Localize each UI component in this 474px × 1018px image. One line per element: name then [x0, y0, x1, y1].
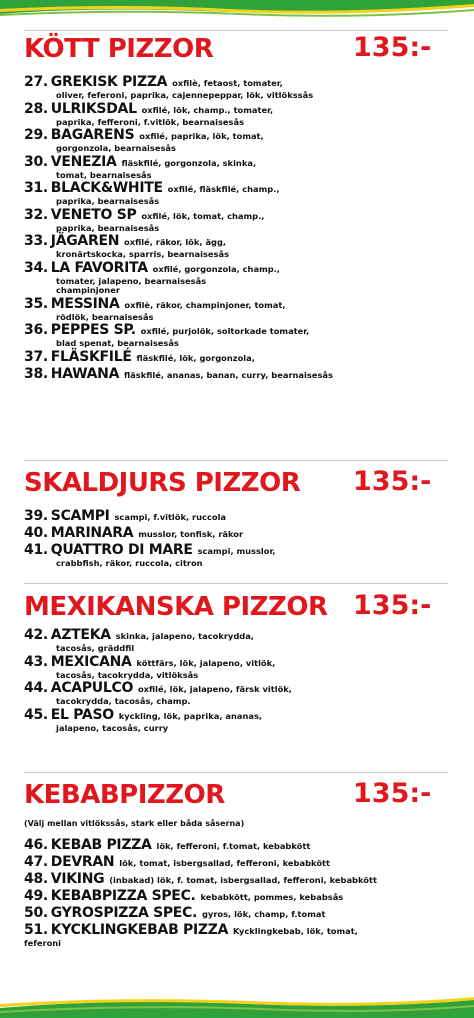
- menu-item-line: [24, 906, 458, 922]
- menu-item-line: [24, 889, 458, 905]
- section-header: [0, 30, 474, 72]
- item-ingredients: gyros, lök, champ, f.tomat: [201, 909, 326, 919]
- section-price: 135:-: [353, 32, 432, 63]
- menu-item-line: [24, 208, 458, 224]
- item-ingredients-continued: oliver, feferoni, paprika, cajennepeppar, lök, vitlökssås: [56, 90, 314, 100]
- menu-item: [0, 297, 474, 323]
- menu-item: [0, 75, 474, 101]
- menu-item-line: [24, 872, 458, 888]
- item-name: ULRIKSDAL: [50, 100, 137, 117]
- section-title: MEXIKANSKA PIZZOR: [24, 592, 328, 622]
- item-number: 34.: [24, 259, 48, 276]
- menu-item: [0, 102, 474, 128]
- item-number: 40.: [24, 525, 48, 541]
- item-number: 45.: [24, 706, 48, 723]
- menu-item: [0, 509, 474, 525]
- item-ingredients-continued: tacosås, gräddfil: [56, 643, 135, 653]
- item-name: HAWANA: [50, 365, 120, 382]
- item-name: BAGARENS: [50, 127, 135, 143]
- section-title: KÖTT PIZZOR: [24, 34, 214, 64]
- menu-item-line: [24, 509, 458, 525]
- menu-list: [0, 509, 474, 569]
- item-name: QUATTRO DI MARE: [50, 542, 193, 558]
- item-number: 37.: [24, 348, 48, 365]
- section-header: [0, 460, 474, 502]
- menu-item-line: [24, 367, 458, 383]
- item-name: ACAPULCO: [50, 680, 134, 696]
- item-ingredients: oxfilé, paprika, lök, tomat,: [139, 131, 264, 141]
- item-ingredients-continued: rödlök, bearnaisesås: [56, 311, 154, 322]
- menu-item: [0, 681, 474, 707]
- menu-item: [0, 543, 474, 569]
- item-ingredients-continued: gorgonzola, bearnaisesås: [56, 143, 176, 153]
- menu-item-line: [24, 234, 458, 250]
- item-number: 30.: [24, 153, 48, 170]
- item-name: PEPPES SP.: [50, 322, 136, 338]
- menu-item: [0, 367, 474, 383]
- item-ingredients: oxfilè, räkor, champinjoner, tomat,: [124, 299, 286, 310]
- item-ingredients: oxfilé, gorgonzola, champ.,: [152, 263, 280, 274]
- item-ingredients-continued: feferoni: [24, 938, 62, 948]
- menu-item: [0, 708, 474, 734]
- menu-item-line: [24, 181, 458, 197]
- section-kebabpizzor: [0, 772, 474, 950]
- menu-item-line: [24, 923, 458, 939]
- item-ingredients: oxfilé, lök, tomat, champ.,: [141, 210, 265, 221]
- menu-item-line: [24, 75, 458, 91]
- menu-item-line: [24, 102, 458, 118]
- menu-item: [0, 872, 474, 888]
- item-name: VIKING: [50, 871, 105, 887]
- item-name: AZTEKA: [50, 627, 111, 643]
- item-ingredients-continued: tomat, bearnaisesås: [56, 169, 152, 180]
- menu-item-line: [24, 543, 458, 559]
- item-number: 29.: [24, 127, 48, 143]
- section-mexikanska-pizzor: [0, 583, 474, 734]
- top-decorative-band: [0, 0, 474, 22]
- item-name: FLÄSKFILÉ: [50, 348, 132, 365]
- menu-item: [0, 923, 474, 949]
- section-title: KEBABPIZZOR: [24, 780, 225, 810]
- menu-list: [0, 838, 474, 949]
- item-number: 39.: [24, 508, 48, 524]
- item-name: KYCKLINGKEBAB PIZZA: [50, 922, 229, 938]
- item-number: 35.: [24, 295, 48, 312]
- section-title: SKALDJURS PIZZOR: [24, 468, 301, 498]
- item-ingredients-continued: paprika, fefferoni, f.vitlök, bearnaisesås: [56, 116, 245, 127]
- menu-item: [0, 526, 474, 542]
- menu-list: [0, 628, 474, 733]
- bottom-decorative-band: [0, 996, 474, 1018]
- menu-item-line: [24, 838, 458, 854]
- item-ingredients-continued: blad spenat, bearnaisesås: [56, 338, 179, 348]
- item-name: DEVRAN: [50, 854, 115, 870]
- section-price: 135:-: [353, 778, 432, 809]
- item-ingredients-continued: kronärtskocka, sparris, bearnaisesås: [56, 249, 230, 259]
- item-ingredients: kebabkött, pommes, kebabsås: [200, 892, 344, 902]
- section-kott-pizzor: [0, 30, 474, 384]
- item-number: 50.: [24, 905, 48, 921]
- item-ingredients: Kycklingkebab, lök, tomat,: [233, 926, 358, 936]
- item-ingredients-continued: tacokrydda, tacosås, champ.: [56, 696, 191, 706]
- item-name: KEBAB PIZZA: [50, 837, 152, 853]
- item-ingredients: (inbakad) lök, f. tomat, isbergsallad, fefferoni, kebabkött: [109, 875, 377, 885]
- item-ingredients: fläskfilé, lök, gorgonzola,: [136, 352, 255, 363]
- menu-list: [0, 75, 474, 383]
- item-ingredients: oxfilé, lök, champ., tomater,: [141, 104, 274, 115]
- item-number: 36.: [24, 322, 48, 338]
- item-ingredients: fläskfilé, gorgonzola, skinka,: [121, 157, 257, 168]
- item-name: MESSINA: [50, 295, 120, 312]
- menu-item-line: [24, 128, 458, 144]
- menu-item: [0, 855, 474, 871]
- item-ingredients-continued: paprika, bearnaisesås: [56, 222, 160, 233]
- section-price: 135:-: [353, 590, 432, 621]
- menu-item-line: [24, 681, 458, 697]
- item-number: 48.: [24, 871, 48, 887]
- section-header: [0, 583, 474, 625]
- menu-item-line: [24, 708, 458, 724]
- item-ingredients: köttfärs, lök, jalapeno, vitlök,: [136, 657, 276, 668]
- item-number: 28.: [24, 100, 48, 117]
- item-ingredients: oxfilè, fetaost, tomater,: [172, 78, 283, 88]
- item-number: 38.: [24, 365, 48, 382]
- item-ingredients: scampi, musslor,: [197, 546, 276, 556]
- item-ingredients: oxfilé, lök, jalapeno, färsk vitlök,: [137, 684, 292, 694]
- menu-item: [0, 261, 474, 296]
- item-number: 47.: [24, 854, 48, 870]
- item-ingredients: kyckling, lök, paprika, ananas,: [118, 710, 263, 721]
- item-name: GYROSPIZZA SPEC.: [50, 905, 198, 921]
- menu-item: [0, 350, 474, 366]
- item-number: 41.: [24, 542, 48, 558]
- menu-item-line: [24, 526, 458, 542]
- item-name: BLACK&WHITE: [50, 180, 163, 196]
- section-skaldjurs-pizzor: [0, 460, 474, 570]
- item-ingredients: oxfilé, purjolök, soltorkade tomater,: [140, 326, 310, 336]
- menu-item: [0, 655, 474, 681]
- item-ingredients-continued: crabbfish, räkor, ruccola, citron: [56, 558, 203, 568]
- item-name: SCAMPI: [50, 508, 110, 524]
- item-ingredients-continued: tacosås, tacokrydda, vitlöksås: [56, 669, 199, 680]
- item-number: 32.: [24, 206, 48, 223]
- menu-item: [0, 208, 474, 234]
- item-name: LA FAVORITA: [50, 259, 148, 276]
- item-ingredients: scampi, f.vitlök, ruccola: [114, 512, 227, 522]
- item-ingredients-continued: tomater, jalapeno, bearnaisesås champinjoner: [56, 275, 207, 295]
- item-name: EL PASO: [50, 706, 114, 723]
- menu-item: [0, 323, 474, 349]
- menu-item: [0, 889, 474, 905]
- item-name: JÄGAREN: [50, 233, 120, 249]
- item-name: MEXICANA: [50, 653, 132, 670]
- item-ingredients: lök, tomat, isbergsallad, fefferoni, kebabkött: [119, 858, 330, 868]
- menu-item-line: [24, 155, 458, 171]
- item-number: 27.: [24, 74, 48, 90]
- menu-item: [0, 128, 474, 154]
- menu-item-line: [24, 655, 458, 671]
- section-header: [0, 772, 474, 814]
- menu-item: [0, 181, 474, 207]
- item-ingredients: musslor, tonfisk, räkor: [138, 529, 244, 539]
- menu-item-line: [24, 855, 458, 871]
- item-number: 44.: [24, 680, 48, 696]
- item-name: GREKISK PIZZA: [50, 74, 168, 90]
- menu-item-line: [24, 261, 458, 277]
- item-name: VENETO SP: [50, 206, 137, 223]
- item-ingredients: oxfilé, räkor, lök, ägg,: [124, 237, 227, 247]
- menu-item-line: [24, 350, 458, 366]
- item-number: 43.: [24, 653, 48, 670]
- item-ingredients-continued: paprika, bearnaisesås: [56, 196, 160, 206]
- menu-item: [0, 234, 474, 260]
- item-ingredients: skinka, jalapeno, tacokrydda,: [115, 631, 254, 641]
- item-number: 51.: [24, 922, 48, 938]
- item-ingredients: lök, fefferoni, f.tomat, kebabkött: [156, 841, 311, 851]
- item-name: KEBABPIZZA SPEC.: [50, 888, 196, 904]
- menu-item: [0, 628, 474, 654]
- menu-item: [0, 906, 474, 922]
- item-number: 49.: [24, 888, 48, 904]
- item-ingredients-continued: jalapeno, tacosås, curry: [56, 722, 169, 733]
- menu-item-line: [24, 323, 458, 339]
- menu-item: [0, 155, 474, 181]
- item-number: 31.: [24, 180, 48, 196]
- menu-item-line: [24, 297, 458, 313]
- item-ingredients: oxfilé, fläskfilé, champ.,: [167, 184, 280, 194]
- sauce-note: (Välj mellan vitlökssås, stark eller båda såserna): [24, 819, 245, 828]
- item-name: MARINARA: [50, 525, 134, 541]
- item-name: VENEZIA: [50, 153, 117, 170]
- item-ingredients: fläskfilé, ananas, banan, curry, bearnaisesås: [124, 369, 333, 380]
- item-number: 42.: [24, 627, 48, 643]
- item-number: 33.: [24, 233, 48, 249]
- section-price: 135:-: [353, 466, 432, 497]
- item-number: 46.: [24, 837, 48, 853]
- menu-item: [0, 838, 474, 854]
- menu-item-line: [24, 628, 458, 644]
